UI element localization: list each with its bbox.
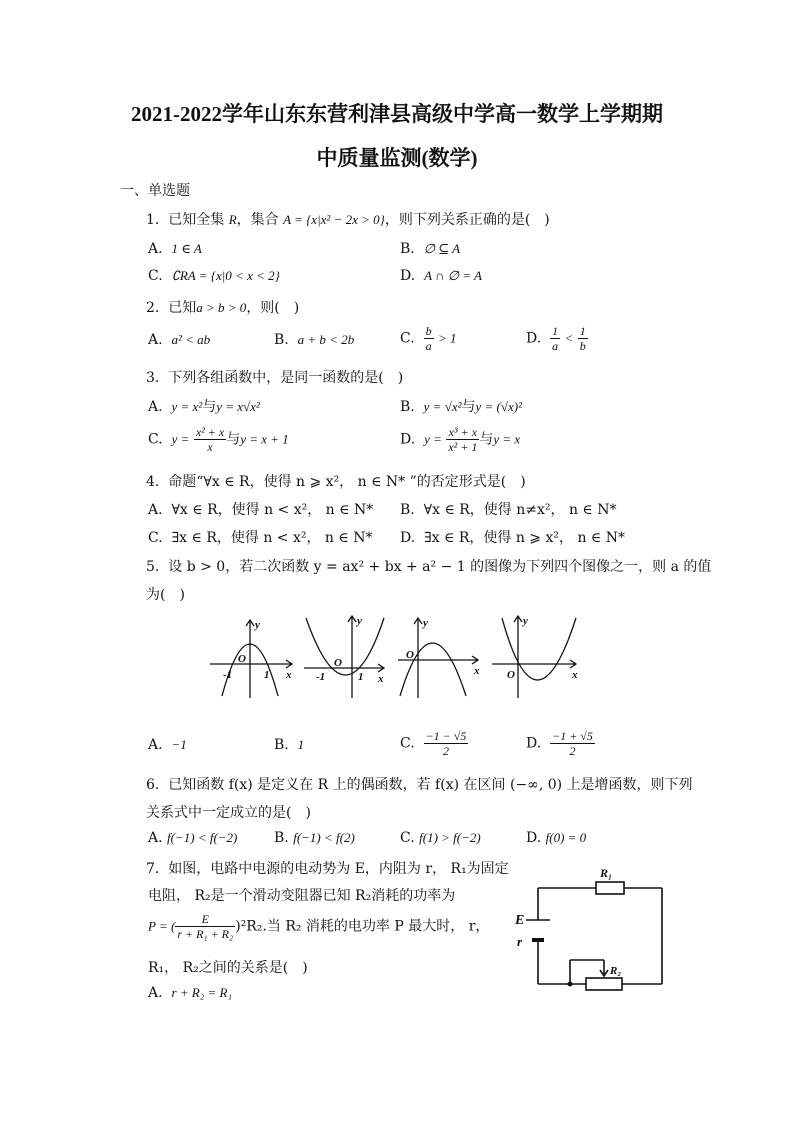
- svg-text:O: O: [507, 669, 515, 681]
- question-5-stem-line1: 5. 设 b > 0，若二次函数 y = ax² + bx + a² − 1 的图像为下列四个图像之一，则 a 的值: [146, 559, 712, 575]
- question-1-stem: 1. 已知全集 R，集合 A = {x|x² − 2x > 0}，则下列关系正确的是( ): [146, 212, 550, 228]
- svg-text:O: O: [334, 657, 342, 669]
- question-7-line3: P = ( $\frac{E}{\text{r + R₁ + R₂}}$ )²R₂.当 R₂ 消耗的电功率 P 最大时， r，: [148, 912, 490, 941]
- question-3-option-c[interactable]: C. y = $\frac{\text{x² + x}}{x}$ 与y = x + 1: [148, 425, 289, 454]
- question-1-option-d[interactable]: D. A ∩ ∅ = A: [400, 268, 482, 284]
- question-3-stem: 3. 下列各组函数中，是同一函数的是( ): [146, 370, 404, 386]
- question-2-option-a[interactable]: A. a² < ab: [148, 332, 211, 348]
- question-7-line4: R₁， R₂之间的关系是( ): [148, 960, 308, 976]
- svg-text:y: y: [523, 615, 528, 627]
- circuit-diagram: [510, 860, 670, 996]
- svg-text:x: x: [474, 665, 480, 677]
- question-5-graphs: [206, 612, 598, 700]
- question-5-option-a[interactable]: A. −1: [148, 737, 187, 753]
- question-1-option-c[interactable]: C. ∁RA = {x|0 < x < 2}: [148, 268, 280, 284]
- svg-text:x: x: [572, 669, 578, 681]
- svg-text:1: 1: [264, 669, 270, 681]
- page-title-line2: 中质量监测(数学): [316, 146, 478, 170]
- question-5-option-d[interactable]: D. $\frac{-1 + √5}{2}$: [526, 729, 593, 758]
- question-2-option-d[interactable]: D. $\frac{1}{a}$ < $\frac{1}{b}$: [526, 324, 586, 353]
- svg-text:-1: -1: [316, 671, 326, 683]
- page-title-line1: 2021-2022学年山东东营利津县高级中学高一数学上学期期: [131, 102, 663, 126]
- question-6-stem-line1: 6. 已知函数 f(x) 是定义在 R 上的偶函数，若 f(x) 在区间 (−∞, 0) 上是增函数，则下列: [146, 777, 693, 793]
- question-5-option-b[interactable]: B. 1: [274, 737, 305, 753]
- svg-text:R₁: R₁: [600, 866, 613, 880]
- svg-text:y: y: [423, 617, 428, 629]
- svg-text:x: x: [286, 669, 292, 681]
- question-4-stem: 4. 命题“∀x ∈ R，使得 n ⩾ x²， n ∈ N* ”的否定形式是( ): [146, 474, 526, 490]
- question-5-stem-line2: 为( ): [146, 587, 185, 603]
- svg-text:y: y: [357, 615, 362, 627]
- question-4-option-b[interactable]: B. ∀x ∈ R，使得 n≠x²， n ∈ N*: [400, 502, 617, 518]
- question-6-stem-line2: 关系式中一定成立的是( ): [146, 805, 311, 821]
- section-heading: 一、单选题: [120, 183, 190, 199]
- question-7-line2: 电阻， R₂是一个滑动变阻器已知 R₂消耗的功率为: [148, 888, 456, 904]
- question-3-option-b[interactable]: B. y = √x²与y = (√x)²: [400, 399, 523, 415]
- svg-text:O: O: [238, 653, 246, 665]
- question-6-option-b[interactable]: B. f(−1) < f(2): [274, 830, 355, 846]
- question-2-option-b[interactable]: B. a + b < 2b: [274, 332, 355, 348]
- question-3-option-d[interactable]: D. y = $\frac{\text{x³ + x}}{\text{x² + 1}}$ 与y = x: [400, 425, 521, 454]
- question-3-option-a[interactable]: A. y = x²与y = x√x²: [148, 399, 260, 415]
- question-6-option-c[interactable]: C. f(1) > f(−2): [400, 830, 481, 846]
- question-6-option-d[interactable]: D. f(0) = 0: [526, 830, 587, 846]
- svg-text:O: O: [406, 649, 414, 661]
- svg-text:y: y: [255, 619, 260, 631]
- question-2-stem: 2. 已知a > b > 0，则( ): [146, 300, 300, 316]
- question-4-option-c[interactable]: C. ∃x ∈ R，使得 n < x²， n ∈ N*: [148, 530, 373, 546]
- question-7-line1: 7. 如图，电路中电源的电动势为 E，内阻为 r， R₁为固定: [146, 861, 509, 877]
- svg-text:1: 1: [358, 671, 364, 683]
- question-1-option-b[interactable]: B. ∅ ⊆ A: [400, 241, 461, 257]
- question-4-option-d[interactable]: D. ∃x ∈ R，使得 n ⩾ x²， n ∈ N*: [400, 530, 625, 546]
- question-4-option-a[interactable]: A. ∀x ∈ R，使得 n < x²， n ∈ N*: [148, 502, 374, 518]
- svg-text:x: x: [378, 673, 384, 685]
- question-5-option-c[interactable]: C. $\frac{-1 - √5}{2}$: [400, 729, 467, 758]
- svg-text:R₂: R₂: [610, 965, 622, 977]
- question-7-option-a[interactable]: A. r + R₂ = R₁: [148, 985, 232, 1001]
- svg-text:r: r: [517, 934, 523, 949]
- question-1-option-a[interactable]: A. 1 ∈ A: [148, 241, 202, 257]
- svg-text:E: E: [515, 913, 525, 928]
- question-6-option-a[interactable]: A. f(−1) < f(−2): [148, 830, 238, 846]
- svg-text:-1: -1: [223, 669, 233, 681]
- question-2-option-c[interactable]: C. $\frac{b}{a}$ > 1: [400, 324, 457, 353]
